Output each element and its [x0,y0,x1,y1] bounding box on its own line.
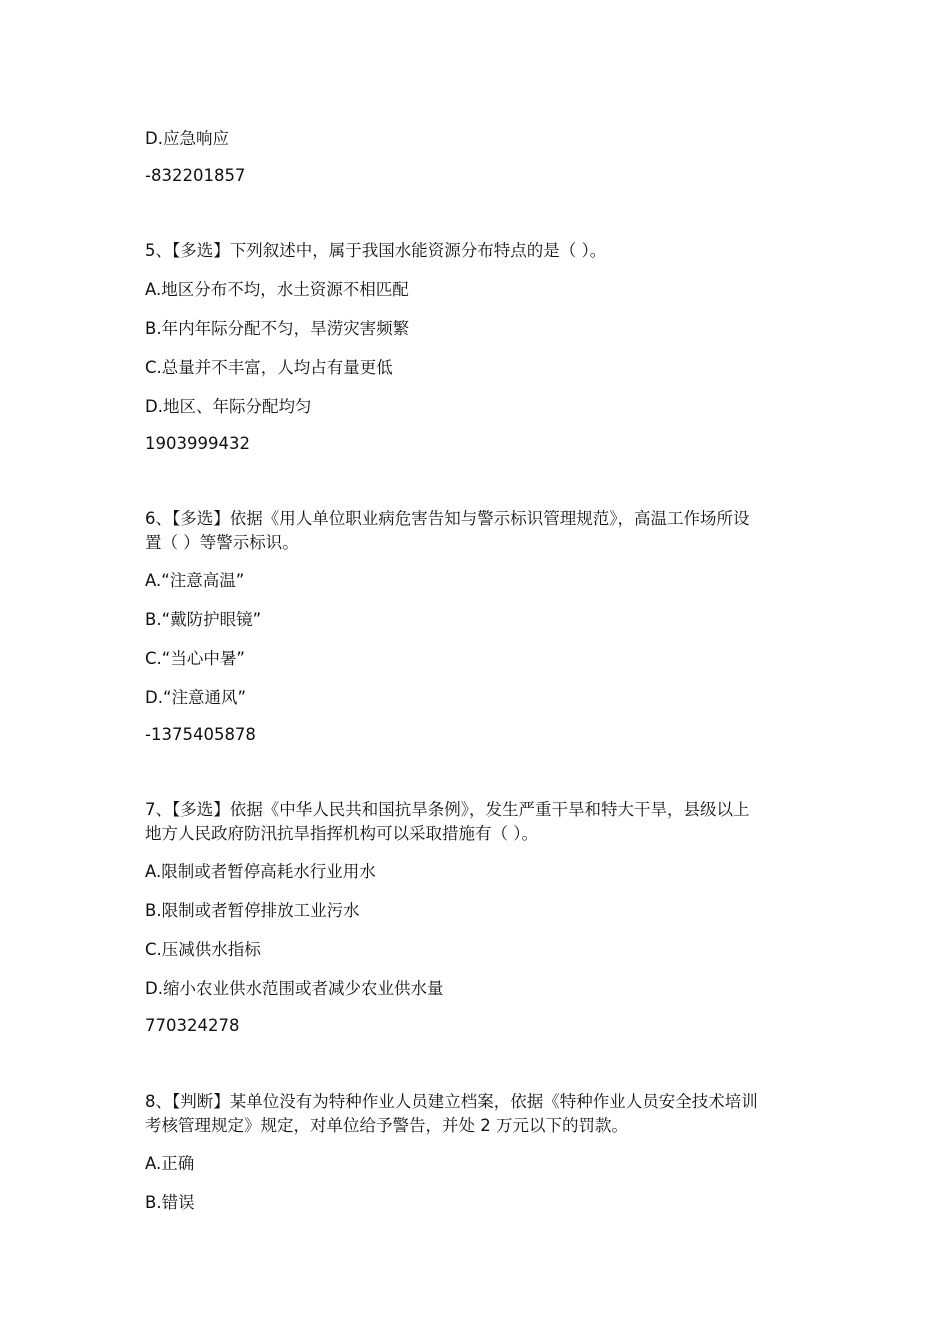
q6-option-d: D.“注意通风” [145,688,247,707]
q6-option-b: B.“戴防护眼镜” [145,610,262,629]
q7-option-a: A.限制或者暂停高耗水行业用水 [145,862,376,881]
q5-title: 5、【多选】下列叙述中，属于我国水能资源分布特点的是（ ）。 [145,241,607,260]
q6-option-a: A.“注意高温” [145,571,245,590]
prev-answer-code: -832201857 [145,166,246,185]
q8-title-line1: 8、【判断】某单位没有为特种作业人员建立档案，依据《特种作业人员安全技术培训 [145,1092,758,1111]
q5-option-c: C.总量并不丰富，人均占有量更低 [145,358,393,377]
prev-option-d: D.应急响应 [145,129,229,148]
q5-option-a: A.地区分布不均，水土资源不相匹配 [145,280,409,299]
q6-answer-code: -1375405878 [145,725,256,744]
q7-option-b: B.限制或者暂停排放工业污水 [145,901,360,920]
q6-option-c: C.“当心中暑” [145,649,245,668]
document-page [145,0,810,1344]
q8-option-a: A.正确 [145,1154,195,1173]
q8-option-b: B.错误 [145,1193,195,1212]
q7-answer-code: 770324278 [145,1016,240,1035]
q7-title-line1: 7、【多选】依据《中华人民共和国抗旱条例》，发生严重干旱和特大干旱，县级以上 [145,800,750,819]
q7-option-d: D.缩小农业供水范围或者减少农业供水量 [145,979,444,998]
q6-title-line1: 6、【多选】依据《用人单位职业病危害告知与警示标识管理规范》，高温工作场所设 [145,509,750,528]
q5-option-b: B.年内年际分配不匀，旱涝灾害频繁 [145,319,410,338]
q7-option-c: C.压减供水指标 [145,940,261,959]
q7-title-line2: 地方人民政府防汛抗旱指挥机构可以采取措施有（ ）。 [145,824,538,843]
q6-title-line2: 置（ ）等警示标识。 [145,533,299,552]
q8-title-line2: 考核管理规定》规定，对单位给予警告，并处 2 万元以下的罚款。 [145,1116,628,1135]
q5-option-d: D.地区、年际分配均匀 [145,397,312,416]
q5-answer-code: 1903999432 [145,434,250,453]
